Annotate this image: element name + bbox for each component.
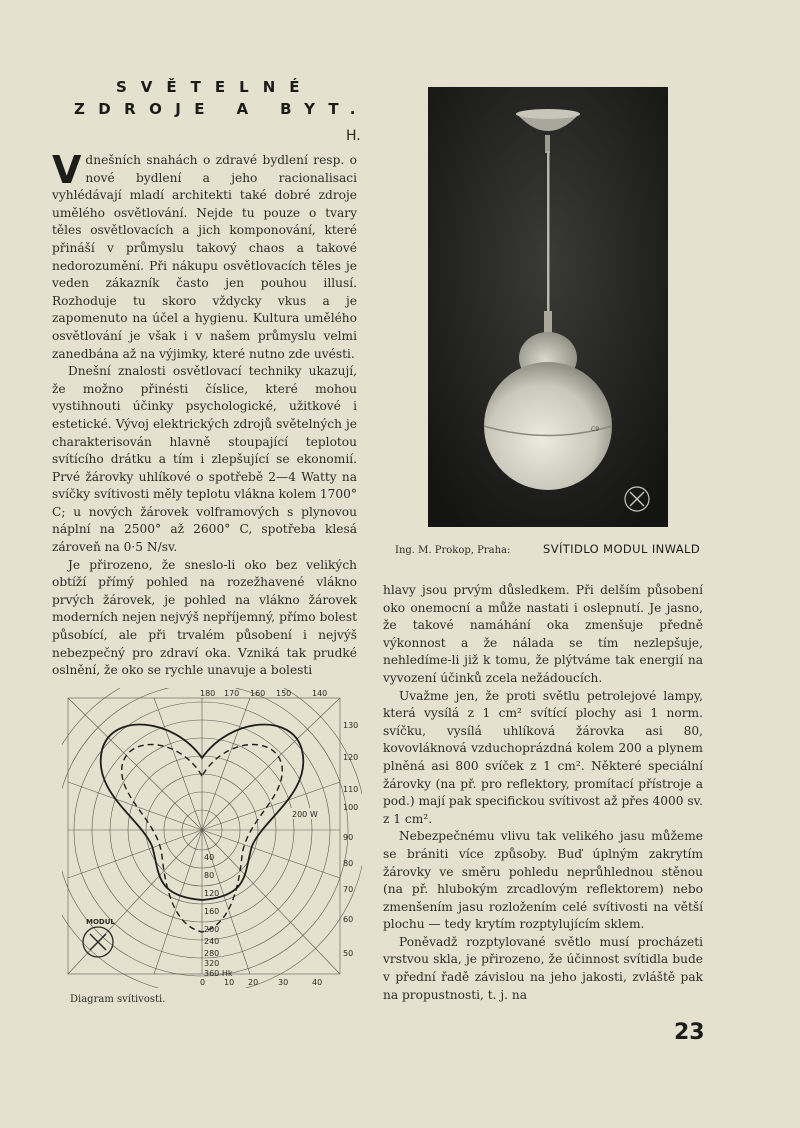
drop-cap: V	[52, 148, 82, 192]
right-label-70: 70	[343, 885, 354, 894]
paragraph-2: Dnešní znalosti osvětlovací techniky ukazují, že možno přinésti číslice, které mohou vystihnouti účinky psychologické, užitkové i estetické. Vývoj elektrických zdrojů světelných je charakterisován hlavně stoupající teplotou svítícího drátku a tím i zlepšující se ekonomií. Prvé žárovky uhlíkové o spotřebě 2—4 Watty na svíčky svítivosti měly teplotu vlákna kolem 1700° C; u nových žárovek volframových s plynovou náplní na 2500° až 2600° C, spotřeba klesá zároveň na 0·5 N/sv.	[52, 364, 357, 555]
photo-credit: Ing. M. Prokop, Praha:	[395, 545, 511, 556]
logo-text: MODUL	[86, 918, 115, 926]
radial-label-120: 120	[204, 889, 220, 898]
radial-label-240: 240	[204, 937, 220, 946]
left-column	[52, 148, 357, 680]
luminous-intensity-diagram	[62, 688, 362, 988]
top-label-160: 160	[250, 689, 266, 698]
right-label-60: 60	[343, 915, 354, 924]
article-title-line1: SVĚTELNÉ	[116, 78, 314, 96]
right-label-120: 120	[343, 753, 359, 762]
top-label-140: 140	[312, 689, 328, 698]
bottom-label-0: 0	[200, 978, 206, 987]
paragraph-3: Je přirozeno, že sneslo-li oko bez velikých obtíží přímý pohled na rozežhavené vlákno prvých žárovek, je pohled na vlákno žárovek moderních nejen nejvýš nepříjemný, přímo bolest působící, ale při trvalém působení i nejvýš nebezpečný pro zdraví oka. Vzniká tak prudké oslnění, že oko se rychle unavuje a bolesti	[52, 557, 357, 678]
photo-caption: SVÍTIDLO MODUL INWALD	[543, 542, 701, 556]
radial-label-80: 80	[204, 871, 215, 880]
paragraph-1-text: dnešních snahách o zdravé bydlení resp. o nové bydlení a jeho racionalisaci vyhlédávají mladí architekti také dobré zdroje umělého osvětlování. Nejde tu pouze o tvary těles osvětlovacích a jich komponování, které přináší v průmyslu takový chaos a takové nedorozumění. Při nákupu osvětlovacích těles je veden zákazník často jen pouhou illusí. Rozhoduje tu skoro vždycky vkus a je zapomenuto na účel a hygienu. Kultura umělého osvětlování je však i v našem průmyslu velmi zanedbána až na výjimky, které nutno zde uvésti.	[52, 153, 357, 361]
right-label-50: 50	[343, 949, 354, 958]
top-label-180: 180	[200, 689, 216, 698]
bottom-label-40: 40	[312, 978, 323, 987]
curve-label: 200 W	[292, 810, 318, 819]
paragraph-7: Poněvadž rozptylované světlo musí procházeti vrstvou skla, je přirozeno, že účinnost svítidla bude v přední řadě závislou na jeho jakosti, zvláště pak na propustnosti, t. j. na	[383, 934, 703, 1002]
right-label-90: 90	[343, 833, 354, 842]
paragraph-1	[52, 148, 357, 363]
paragraph-5: Uvažme jen, že proti světlu petrolejové lampy, která vysílá z 1 cm² svítící plochy asi 1 norm. svíčku, vysílá uhlíková žárovka asi 80, kovovláknová vzduchoprázdná kolem 200 a plynem plněná asi 800 svíček z 1 cm². Některé speciální žárovky (na př. pro reflektory, promítací přístroje a pod.) mají pak specifickou svítivost až přes 4000 sv. z 1 cm².	[383, 688, 703, 826]
author-initial: H.	[346, 128, 361, 144]
bottom-label-10: 10	[224, 978, 235, 987]
paragraph-6: Nebezpečnému vlivu tak velikého jasu můžeme se brániti více způsoby. Buď úplným zakrytím žárovky ve směru pohledu neprůhlednou stěnou (na př. hlubokým zrcadlovým reflektorem) nebo zmenšením jasu rozložením celé svítivosti na větší plochu — tedy krytím rozptylujícím sklem.	[383, 829, 703, 932]
article-title-line2: ZDROJE A BYT.	[74, 100, 369, 118]
radial-label-40: 40	[204, 853, 215, 862]
bottom-label-20: 20	[248, 978, 259, 987]
globe-label: C9	[591, 426, 600, 433]
right-label-110: 110	[343, 785, 359, 794]
right-label-130: 130	[343, 721, 359, 730]
paragraph-4: hlavy jsou prvým důsledkem. Při delším působení oko onemocní a může nastati i oslepnutí. Je jasno, že takové namáhání oka zmenšuje předně výkonnost a že nálada se tím nezlepšuje, nehledíme-li již k tomu, že plýtváme tak energií na vyvození účinků zcela nežádoucích.	[383, 583, 703, 685]
radial-label-320: 320	[204, 959, 220, 968]
lamp-photo	[428, 87, 668, 527]
top-label-150: 150	[276, 689, 292, 698]
bottom-label-30: 30	[278, 978, 289, 987]
right-column	[383, 582, 703, 1004]
page-number: 23	[674, 1020, 705, 1045]
modul-logo	[83, 918, 115, 957]
top-label-170: 170	[224, 689, 240, 698]
radial-label-360: 360 Hk	[204, 969, 233, 978]
radial-label-280: 280	[204, 949, 220, 958]
diagram-caption: Diagram svítivosti.	[70, 994, 166, 1005]
right-label-100: 100	[343, 803, 359, 812]
radial-label-160: 160	[204, 907, 220, 916]
right-label-80: 80	[343, 859, 354, 868]
radial-label-200: 200	[204, 925, 220, 934]
